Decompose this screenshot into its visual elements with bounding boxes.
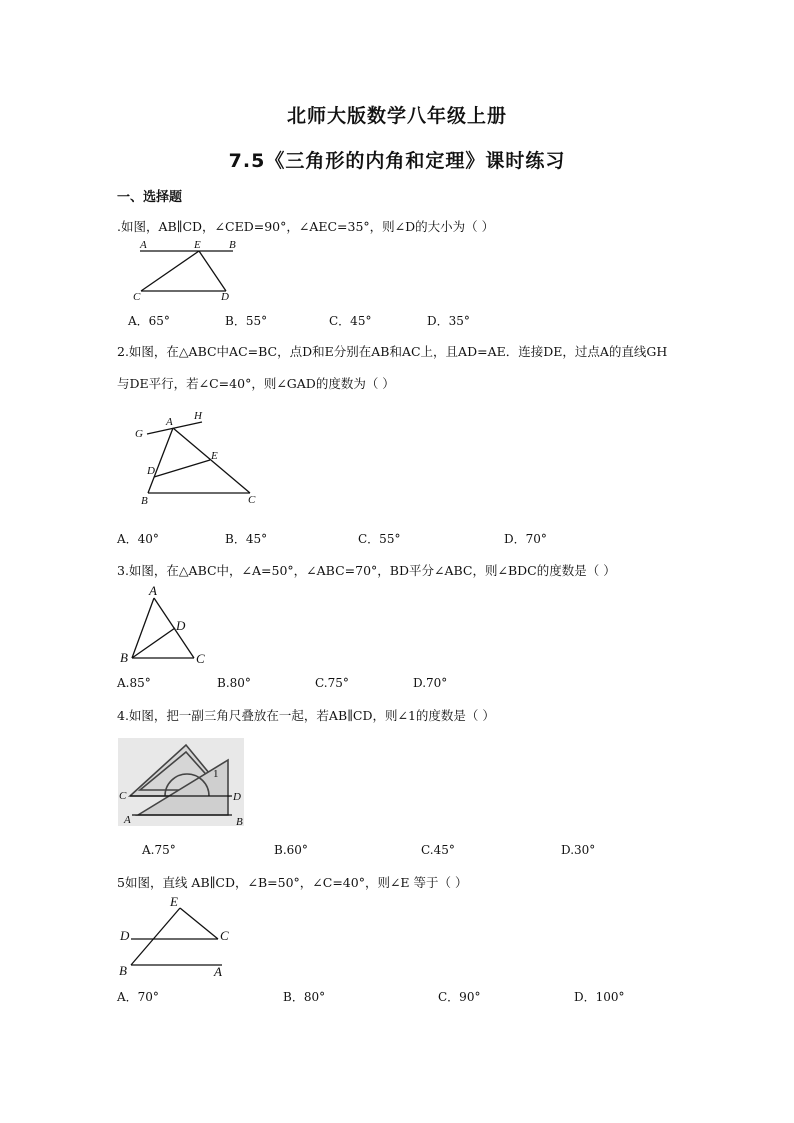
q1-option-b[interactable]: B．55°: [225, 314, 268, 328]
q1-option-d[interactable]: D．35°: [427, 314, 470, 328]
q5-option-b[interactable]: B．80°: [283, 990, 326, 1004]
q4-option-b[interactable]: B.60°: [274, 843, 308, 857]
q2-option-b[interactable]: B．45°: [225, 532, 268, 546]
q3-option-b[interactable]: B.80°: [217, 676, 251, 690]
line-ec: [180, 908, 218, 939]
label-a: A: [124, 814, 131, 826]
q2-option-a[interactable]: A．40°: [117, 532, 159, 546]
label-angle-1: 1: [213, 768, 219, 780]
label-a: A: [214, 964, 222, 979]
q1-option-c[interactable]: C．45°: [329, 314, 372, 328]
q4-option-d[interactable]: D.30°: [561, 843, 596, 857]
label-d: D: [147, 465, 155, 477]
q3-option-a[interactable]: A.85°: [117, 676, 151, 690]
q4-option-c[interactable]: C.45°: [421, 843, 455, 857]
label-b: B: [120, 650, 128, 665]
label-d: D: [233, 791, 241, 803]
label-d: D: [176, 618, 186, 633]
q2-option-c[interactable]: C．55°: [358, 532, 401, 546]
line-eb: [131, 908, 180, 965]
question-4-text: 4.如图，把一副三角尺叠放在一起，若AB∥CD，则∠1的度数是（ ）: [117, 708, 495, 723]
label-c: C: [196, 651, 205, 666]
q2-option-d[interactable]: D．70°: [504, 532, 547, 546]
label-g: G: [135, 428, 143, 440]
label-b: B: [141, 495, 148, 507]
label-c: C: [248, 494, 256, 506]
q5-option-a[interactable]: A．70°: [117, 990, 159, 1004]
label-h: H: [194, 410, 202, 422]
q3-option-d[interactable]: D.70°: [413, 676, 448, 690]
question-2-text-line2: 与DE平行，若∠C=40°，则∠GAD的度数为（ ）: [117, 376, 395, 391]
label-b: B: [119, 963, 127, 978]
q5-option-c[interactable]: C．90°: [438, 990, 481, 1004]
label-a: A: [166, 416, 173, 428]
q3-option-c[interactable]: C.75°: [315, 676, 349, 690]
label-a: A: [149, 583, 157, 598]
question-3-text: 3.如图，在△ABC中，∠A=50°，∠ABC=70°，BD平分∠ABC，则∠BDC的度数是（ ）: [117, 563, 616, 578]
section-title: 一、选择题: [117, 190, 183, 205]
label-e: E: [194, 239, 201, 251]
q5-option-d[interactable]: D．100°: [574, 990, 625, 1004]
page-title: 北师大版数学八年级上册: [286, 105, 507, 127]
question-2-text-line1: 2.如图，在△ABC中AC=BC，点D和E分别在AB和AC上，且AD=AE．连接DE，过点A的直线GH: [117, 344, 668, 359]
q4-option-a[interactable]: A.75°: [142, 843, 176, 857]
q1-option-a[interactable]: A．65°: [128, 314, 170, 328]
label-c: C: [220, 928, 229, 943]
label-e: E: [170, 894, 178, 909]
label-c: C: [119, 790, 127, 802]
page-subtitle: 7.5《三角形的内角和定理》课时练习: [228, 150, 566, 172]
label-c: C: [133, 291, 141, 303]
label-a: A: [140, 239, 147, 251]
label-b: B: [229, 239, 236, 251]
label-e: E: [211, 450, 218, 462]
question-1-text: .如图，AB∥CD，∠CED=90°，∠AEC=35°，则∠D的大小为（ ）: [117, 219, 495, 234]
question-5-text: 5如图，直线 AB∥CD，∠B=50°，∠C=40°，则∠E 等于（ ）: [117, 875, 468, 890]
label-d: D: [120, 928, 130, 943]
label-d: D: [221, 291, 229, 303]
label-b: B: [236, 816, 243, 828]
